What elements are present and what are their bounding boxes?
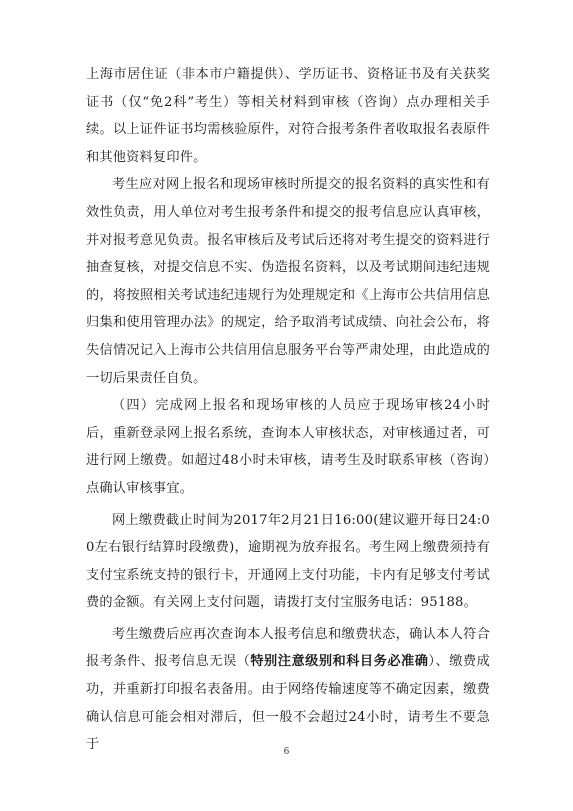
document-body	[86, 61, 490, 759]
paragraph-submit-materials	[86, 61, 490, 171]
paragraph-payment-confirmation	[86, 621, 490, 759]
page-number: 6	[283, 747, 290, 757]
paragraph-text: 网上缴费截止时间为2017年2月21日16:00(建议避开每日24:00左右银行结算时段缴费)，逾期视为放弃报名。考生网上缴费须持有支付宝系统支持的银行卡，开通网上支付功能，卡内有足够支付考试费的金额。有关网上支付问题，请拨打支付宝服务电话：95188。	[86, 512, 490, 611]
paragraph-text: 考生缴费后应再次查询本人报考信息和缴费状态，确认本人符合报考条件、报考信息无误（	[86, 626, 490, 670]
paragraph-section-four	[86, 392, 490, 502]
paragraph-responsibility	[86, 171, 490, 392]
emphasis-text: 特别注意级别和科目务必准确	[250, 654, 429, 670]
paragraph-text: 考生应对网上报名和现场审核时所提交的报名资料的真实性和有效性负责，用人单位对考生报考条件和提交的报考信息应认真审核，并对报考意见负责。报名审核后及考试后还将对考生提交的资料进行抽查复核，对提交信息不实、伪造报名资料，以及考试期间违纪违规的，将按照相关考试违纪违规行为处理规定和《上海市公共信用信息归集和使用管理办法》的规定，给予取消考试成绩、向社会公布，将失信情况记入上海市公共信用信息服务平台等严肃处理，由此造成的一切后果责任自负。	[86, 177, 490, 386]
paragraph-text: （四）完成网上报名和现场审核的人员应于现场审核24小时后，重新登录网上报名系统，查询本人审核状态，对审核通过者，可进行网上缴费。如超过48小时未审核，请考生及时联系审核（咨询）点确认审核事宜。	[86, 398, 490, 496]
paragraph-payment-deadline	[86, 507, 490, 617]
paragraph-text: 上海市居住证（非本市户籍提供）、学历证书、资格证书及有关获奖证书（仅“免2科”考生）等相关材料到审核（咨询）点办理相关手续。以上证件证书均需核验原件，对符合报考条件者收取报名表原件和其他资料复印件。	[86, 67, 490, 165]
paragraph-text: ）、缴费成功，并重新打印报名表备用。由于网络传输速度等不确定因素，缴费确认信息可能会相对滞后，但一般不会超过24小时，请考生不要急于	[86, 654, 490, 753]
